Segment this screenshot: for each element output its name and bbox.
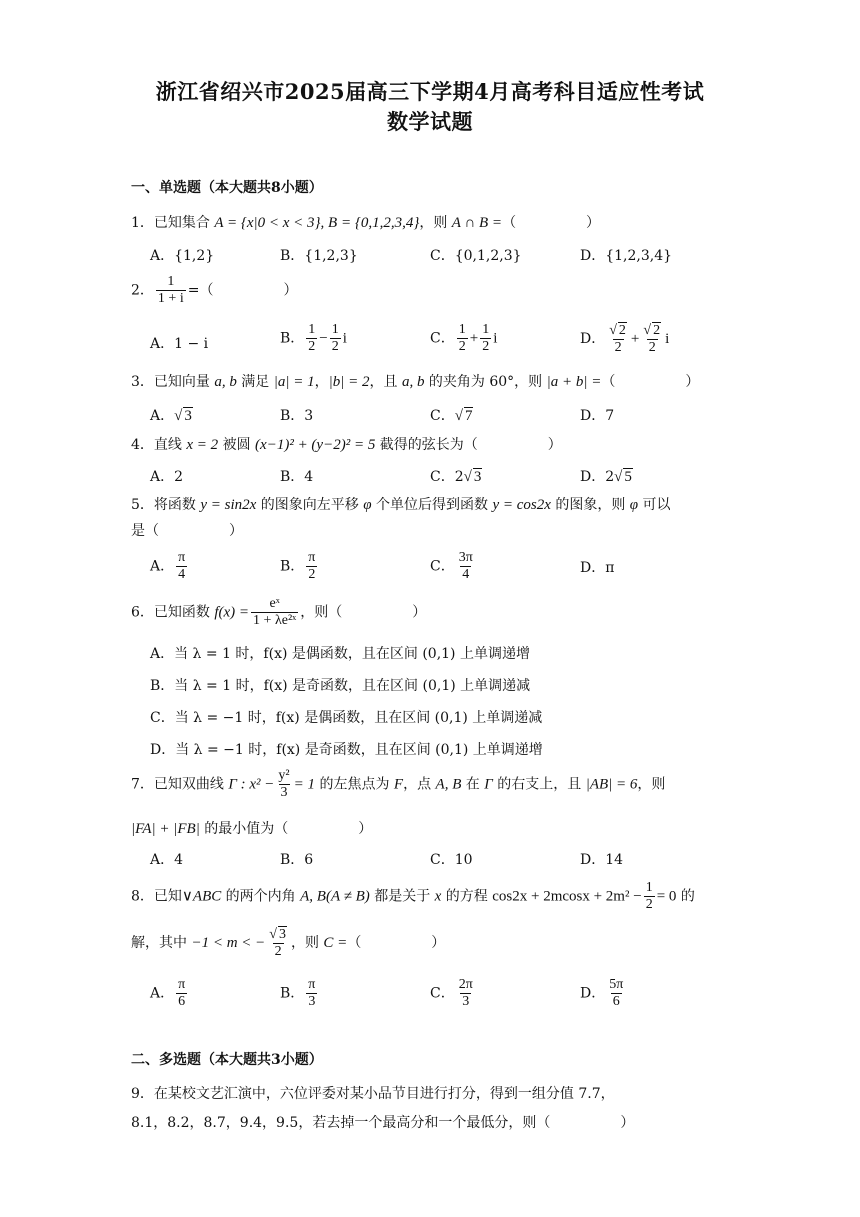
q8-c-label: C． [430, 985, 455, 1002]
q8-a-frac [176, 977, 187, 1010]
q3-text-c: ， [314, 374, 329, 390]
q8-b-label: B． [280, 985, 305, 1002]
q5-option-b [280, 550, 319, 583]
q8-eq-frac [644, 880, 655, 913]
q8-d-frac [607, 977, 625, 1010]
q5-b-frac [306, 550, 317, 583]
q4-line-eq: x = 2 [186, 437, 219, 453]
q2-d-plus: + [630, 331, 640, 348]
q8-range-frac [267, 926, 289, 960]
question-1-stem [131, 212, 600, 232]
q5-c-frac [457, 550, 475, 583]
q8-range-num: √ 3 [269, 927, 286, 942]
q3-c-label: C． [430, 408, 455, 424]
q2-frac-num: 1 [167, 274, 175, 289]
q8-range-sqrt: 3 [278, 927, 286, 942]
q7-option-b: B．6 [280, 852, 314, 868]
q7-blank: 的最小值为（ ） [199, 821, 373, 837]
q2-c-i: i [493, 330, 498, 347]
q2-c-label: C． [430, 330, 455, 347]
q7-points: A, B [435, 776, 462, 793]
q5-a-den: 4 [178, 567, 186, 583]
q2-d-den1: 2 [614, 340, 622, 356]
q2-c-den1: 2 [458, 339, 466, 355]
q5-text-e: 可以 [638, 497, 671, 513]
q5-b-num: π [308, 550, 316, 565]
q3-option-b: B．3 [280, 408, 314, 424]
q4-d-label: D．2 [580, 469, 615, 485]
q8-eq-den: 2 [645, 897, 653, 913]
q8-d-num: 5π [609, 977, 624, 992]
q2-fraction [156, 274, 186, 307]
q2-number: 2． [131, 282, 154, 299]
q8-equation: cos2x + 2mcosx + 2m² − [492, 888, 642, 905]
q5-a-frac [176, 550, 187, 583]
q2-d-i: i [665, 331, 670, 348]
q2-b-frac2 [330, 322, 341, 355]
q7-fraction [276, 768, 291, 801]
q3-text-d: ，且 [369, 374, 402, 390]
q3-option-d: D．7 [580, 408, 615, 424]
q3-text-e: 的夹角为 60°，则 [424, 374, 547, 390]
q5-phi: φ [363, 497, 372, 513]
q7-sum-expr: |FA| + |FB| [131, 821, 200, 837]
q8-triangle: ∨ABC [181, 888, 222, 905]
q2-b-label: B． [280, 330, 305, 347]
q7-option-d: D．14 [580, 852, 624, 868]
q8-option-d [580, 977, 627, 1010]
q2-option-c [430, 322, 497, 355]
q2-option-a: A．1 − i [150, 336, 209, 352]
q3-option-a [150, 405, 193, 425]
q8-x: x [434, 888, 442, 905]
q6-frac-num: eˣ [269, 596, 280, 611]
q7-frac-num: y² [278, 768, 290, 783]
question-5-stem [131, 494, 671, 514]
q8-c-num: 2π [458, 977, 473, 992]
exam-title-line2: 数学试题 [387, 109, 473, 134]
q8-text-c: 都是关于 [369, 888, 435, 905]
q4-d-sqrt: 5 [624, 469, 632, 485]
q2-d-label: D． [580, 331, 606, 348]
q3-a-val: √ 3 [174, 408, 192, 424]
question-4-stem [131, 434, 562, 454]
q7-hyperbola-b: = 1 [293, 776, 315, 793]
q4-c-label: C．2 [430, 469, 464, 485]
q7-focus: F [393, 776, 404, 793]
q2-b-i: i [342, 330, 347, 347]
q7-option-a: A．4 [150, 852, 184, 868]
q3-mag-a: |a| = 1 [273, 374, 315, 390]
q5-phi-2: φ [629, 497, 639, 513]
q8-text-a: 8．已知 [131, 888, 182, 905]
question-2-stem [131, 274, 297, 307]
q4-text-a: 4．直线 [131, 437, 187, 453]
q8-angle-c: C = [323, 935, 348, 952]
q5-option-d: D．π [580, 560, 615, 576]
q8-option-a [150, 977, 189, 1010]
q8-text-e: 的 [676, 888, 695, 905]
q7-frac-den: 3 [280, 785, 288, 801]
q3-vectors: a, b [214, 374, 237, 390]
q6-text-a: 6．已知函数 [131, 604, 215, 621]
q3-a-sqrt: 3 [184, 408, 192, 424]
q8-d-label: D． [580, 985, 606, 1002]
q8-b-frac [306, 977, 317, 1010]
q8-option-c [430, 977, 477, 1010]
q5-text-a: 5．将函数 [131, 497, 201, 513]
q5-b-label: B． [280, 558, 305, 575]
q2-d-frac1 [607, 322, 629, 356]
q7-hyperbola-a: Γ : x² − [228, 776, 275, 793]
q2-b-frac1 [306, 322, 317, 355]
q5-func-2: y = cos2x [492, 497, 551, 513]
q2-b-den1: 2 [308, 339, 316, 355]
q8-c-frac [457, 977, 475, 1010]
question-5-stem-line2: 是（ ） [131, 523, 243, 539]
q2-b-num2: 1 [331, 322, 339, 337]
q8-angles: A, B(A ≠ B) [300, 888, 370, 905]
q4-option-b: B．4 [280, 469, 314, 485]
q8-option-b [280, 977, 319, 1010]
q8-eq-num: 1 [645, 880, 653, 895]
q2-frac-den: 1 + i [157, 291, 184, 307]
q3-text-a: 3．已知向量 [131, 374, 215, 390]
q3-blank: （ ） [601, 374, 700, 390]
question-3-stem [131, 371, 699, 391]
q3-c-val: √ 7 [454, 408, 473, 424]
q5-c-den: 4 [462, 567, 470, 583]
exam-title-line1: 浙江省绍兴市2025届高三下学期4月高考科目适应性考试 [155, 79, 705, 104]
q8-range-den: 2 [274, 944, 282, 960]
question-6-stem [131, 596, 426, 629]
q5-a-label: A． [150, 558, 175, 575]
q7-text-d: 在 [461, 776, 485, 793]
question-9-stem-line2: 8.1，8.2，8.7，9.4，9.5，若去掉一个最高分和一个最低分，则（ ） [131, 1115, 635, 1131]
q5-text-c: 个单位后得到函数 [371, 497, 493, 513]
q1-option-c: C．{0,1,2,3} [430, 248, 522, 264]
q4-option-c [430, 466, 482, 486]
q8-eq-tail: = 0 [656, 888, 677, 905]
q7-option-c: C．10 [430, 852, 473, 868]
q6-option-b: B．当 λ = 1 时，f(x) 是奇函数，且在区间 (0,1) 上单调递减 [150, 678, 531, 694]
q2-c-num1: 1 [458, 322, 466, 337]
q8-c-den: 3 [462, 994, 470, 1010]
q3-text-b: 满足 [236, 374, 274, 390]
q2-blank: =（ ） [187, 282, 298, 299]
q7-gamma: Γ [484, 776, 493, 793]
q4-text-c: 截得的弦长为（ ） [375, 437, 562, 453]
q4-c-sqrt: 3 [473, 469, 482, 485]
q5-option-a [150, 550, 189, 583]
q2-b-num1: 1 [308, 322, 316, 337]
q2-option-b [280, 322, 347, 355]
q2-c-frac1 [457, 322, 468, 355]
q8-d-den: 6 [612, 994, 620, 1010]
q1-expr: A ∩ B = [451, 215, 503, 231]
q5-a-num: π [178, 550, 186, 565]
q2-d-sqrt2: 2 [653, 323, 661, 338]
q8-text-f: 解，其中 [131, 935, 192, 952]
q6-frac-den: 1 + λe²ˣ [253, 613, 297, 629]
q6-fraction [251, 596, 298, 629]
q3-a-label: A． [150, 408, 175, 424]
section-single-choice: 一、单选题（本大题共8小题） [131, 180, 323, 196]
q6-option-d: D．当 λ = −1 时，f(x) 是奇函数，且在区间 (0,1) 上单调递增 [150, 742, 543, 758]
q3-option-c [430, 405, 473, 425]
q6-option-c: C．当 λ = −1 时，f(x) 是偶函数，且在区间 (0,1) 上单调递减 [150, 710, 543, 726]
q8-text-d: 的方程 [441, 888, 493, 905]
q8-text-b: 的两个内角 [221, 888, 301, 905]
q8-text-g: ，则 [290, 935, 324, 952]
q6-fx: f(x) = [214, 604, 250, 621]
q2-d-den2: 2 [648, 340, 656, 356]
q1-sets: A = {x|0 < x < 3}, B = {0,1,2,3,4} [214, 215, 420, 231]
q2-d-frac2 [641, 322, 663, 356]
q5-func-1: y = sin2x [200, 497, 257, 513]
q2-c-frac2 [480, 322, 491, 355]
question-8-stem [131, 880, 695, 913]
q2-b-minus: − [319, 330, 328, 347]
q6-text-b: ，则（ ） [300, 604, 427, 621]
q2-b-den2: 2 [331, 339, 339, 355]
q6-option-a: A．当 λ = 1 时，f(x) 是偶函数，且在区间 (0,1) 上单调递增 [150, 646, 530, 662]
q5-text-b: 的图象向左平移 [256, 497, 364, 513]
question-9-stem: 9．在某校文艺汇演中，六位评委对某小品节目进行打分，得到一组分值 7.7， [131, 1086, 615, 1102]
q8-range: −1 < m < − [191, 935, 266, 952]
q5-c-label: C． [430, 558, 455, 575]
q2-option-d [580, 322, 669, 356]
q1-option-a: A．{1,2} [150, 248, 215, 264]
q2-c-num2: 1 [482, 322, 490, 337]
q5-text-d: 的图象，则 [550, 497, 630, 513]
q2-d-num2: √ 2 [643, 323, 661, 338]
q4-c-val: √ 3 [463, 469, 482, 485]
q8-b-num: π [308, 977, 316, 992]
q5-c-num: 3π [458, 550, 473, 565]
section-multi-choice: 二、多选题（本大题共3小题） [131, 1052, 323, 1068]
q4-text-b: 被圆 [218, 437, 256, 453]
q7-text-c: ，点 [403, 776, 436, 793]
q5-option-c [430, 550, 477, 583]
q5-b-den: 2 [308, 567, 316, 583]
q1-blank: （ ） [502, 215, 601, 231]
question-7-stem-line2 [131, 818, 372, 838]
q7-ab-len: |AB| = 6 [585, 776, 638, 793]
q4-option-a: A．2 [150, 469, 184, 485]
q4-option-d [580, 466, 633, 486]
q8-a-label: A． [150, 985, 175, 1002]
q8-b-den: 3 [308, 994, 316, 1010]
q3-vectors-2: a, b [401, 374, 425, 390]
q8-a-num: π [178, 977, 186, 992]
q7-text-a: 7．已知双曲线 [131, 776, 229, 793]
q2-d-sqrt1: 2 [618, 323, 626, 338]
q1-option-b: B．{1,2,3} [280, 248, 358, 264]
q1-text: 1．已知集合 [131, 215, 215, 231]
q1-text-b: ，则 [419, 215, 452, 231]
q4-d-val: √ 5 [614, 469, 632, 485]
q3-expr: |a + b| = [546, 374, 602, 390]
q1-option-d: D．{1,2,3,4} [580, 248, 673, 264]
q2-d-num1: √ 2 [609, 323, 626, 338]
q3-c-sqrt: 7 [464, 408, 473, 424]
q2-c-plus: + [469, 330, 479, 347]
q7-text-e: 的右支上，且 [492, 776, 586, 793]
question-7-stem [131, 768, 665, 801]
q7-text-b: 的左焦点为 [315, 776, 394, 793]
q7-text-f: ，则 [637, 776, 666, 793]
q2-c-den2: 2 [482, 339, 490, 355]
question-8-stem-line2 [131, 926, 445, 960]
q4-circle-eq: (x−1)² + (y−2)² = 5 [255, 437, 376, 453]
q8-a-den: 6 [178, 994, 186, 1010]
q8-blank: （ ） [347, 935, 446, 952]
q3-mag-b: |b| = 2 [328, 374, 370, 390]
